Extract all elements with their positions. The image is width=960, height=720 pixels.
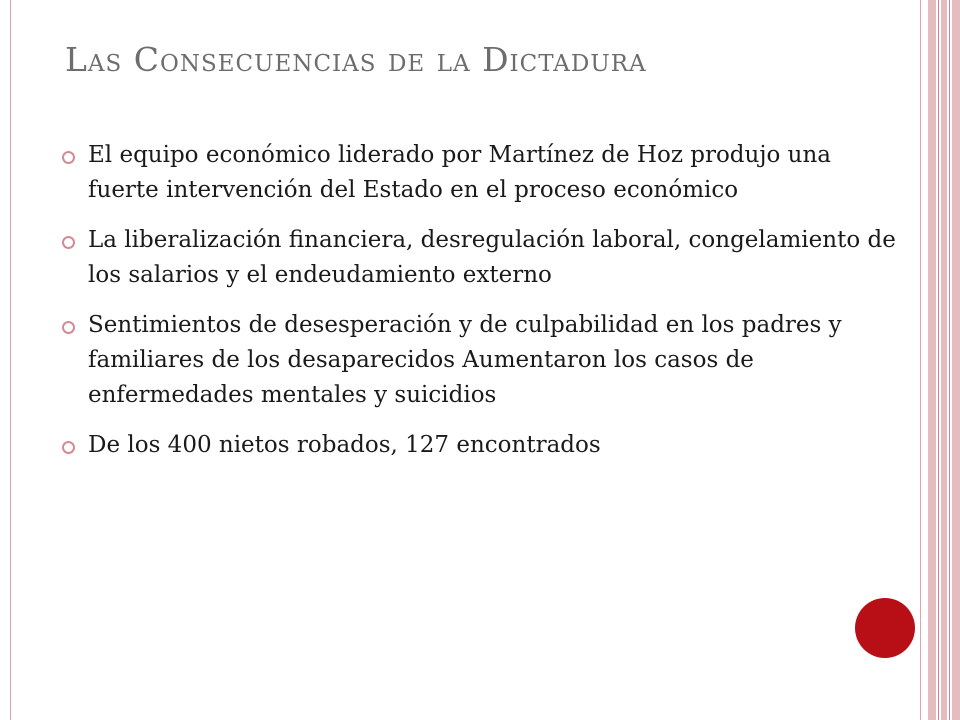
bullet-list <box>60 138 900 478</box>
accent-circle <box>855 598 915 658</box>
list-item <box>60 223 900 293</box>
ring-bullet-icon <box>62 236 75 249</box>
list-item <box>60 428 900 463</box>
side-band-middle <box>941 0 947 720</box>
bullet-text: La liberalización financiera, desregulación laboral, congelamiento de los salarios y el endeudamiento externo <box>88 227 896 288</box>
bullet-text: El equipo económico liderado por Martínez de Hoz produjo una fuerte intervención del Estado en el proceso económico <box>88 142 831 203</box>
ring-bullet-icon <box>62 151 75 164</box>
ring-bullet-icon <box>62 321 75 334</box>
right-border-line <box>920 0 921 720</box>
left-border-line <box>10 0 11 720</box>
ring-bullet-icon <box>62 441 75 454</box>
side-stripe-1 <box>938 0 939 720</box>
side-stripe-2 <box>949 0 950 720</box>
bullet-text: Sentimientos de desesperación y de culpabilidad en los padres y familiares de los desaparecidos Aumentaron los casos de enfermedades mentales y suicidios <box>88 312 842 408</box>
list-item <box>60 138 900 208</box>
bullet-text: De los 400 nietos robados, 127 encontrados <box>88 432 601 458</box>
slide-title: Las Consecuencias de la Dictadura <box>65 40 647 79</box>
side-band-outer <box>952 0 960 720</box>
side-band-inner <box>928 0 936 720</box>
list-item <box>60 308 900 413</box>
